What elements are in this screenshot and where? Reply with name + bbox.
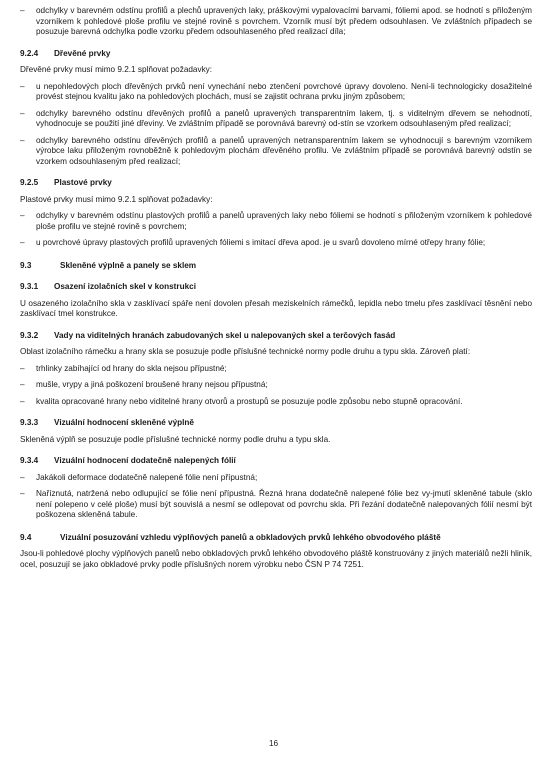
- section-number: 9.2.4: [20, 48, 39, 58]
- section-number: 9.3.3: [20, 418, 39, 427]
- section-title: Vady na viditelných hranách zabudovaných skel u nalepovaných skel a terčových fasád: [54, 330, 396, 340]
- section-lead: Oblast izolačního rámečku a hrany skla se posuzuje podle příslušné technické normy podle druhu a typu skla. Zároveň platí:: [20, 347, 471, 356]
- bullet-dash: –: [20, 380, 25, 389]
- list-item-text: Jakákoli deformace dodatečně nalepené fólie není přípustná;: [36, 472, 258, 482]
- section-heading-9-3-3: [20, 418, 532, 429]
- list-item: [20, 489, 532, 521]
- page-number: 16: [268, 739, 279, 748]
- list-item-text: odchylky barevného odstínu dřevěných profilů a panelů upravených transparentním lakem, tj. s viditelným dřevem se nehodnotí, vyhodnocuje se použití jiné dřeviny. Ve zvláštním případě se porovnává barevný od-stín se vzorkem odsouhlaseným před realizací;: [36, 108, 532, 128]
- section-title: Skleněné výplně a panely se sklem: [60, 260, 197, 270]
- list-item-text: Naříznutá, natržená nebo odlupující se fólie není přípustná. Řezná hrana dodatečně nalepené fólie bez vy-jmutí skleněné tabule (sklo není polepeno v celé ploše) musí být souvislá a nesmí se odlepovat od povrchu skla. Při řezání dodatečně nalepovaných fólií nesmí být poškozena skleněná tabule.: [36, 489, 532, 519]
- section-title: Osazení izolačních skel v konstrukci: [54, 282, 196, 291]
- list-item: [20, 397, 532, 408]
- bullet-dash: –: [20, 472, 25, 482]
- list-item: [20, 109, 532, 130]
- section-heading-9-3-1: [20, 282, 532, 293]
- section-heading-9-3-2: [20, 331, 532, 342]
- section-title: Vizuální hodnocení skleněné výplně: [54, 418, 194, 427]
- section-text: Skleněná výplň se posuzuje podle příslušné technické normy podle druhu a typu skla.: [20, 434, 331, 444]
- list-item: [20, 136, 532, 168]
- section-heading-9-3: [20, 261, 532, 272]
- bullet-dash: –: [20, 135, 25, 145]
- bullet-dash: –: [20, 81, 25, 91]
- list-item: [20, 473, 532, 484]
- page-content: [20, 6, 532, 576]
- section-lead: Plastové prvky musí mimo 9.2.1 splňovat požadavky:: [20, 194, 213, 204]
- list-item: [20, 82, 532, 103]
- section-title: Plastové prvky: [54, 178, 112, 187]
- bullet-dash: –: [20, 6, 25, 15]
- section-number: 9.3.2: [20, 330, 39, 340]
- bullet-dash: –: [20, 108, 25, 118]
- section-lead: Dřevěné prvky musí mimo 9.2.1 splňovat požadavky:: [20, 65, 213, 74]
- section-text: Jsou-li pohledové plochy výplňových panelů nebo obkladových prvků lehkého obvodového pláště konstruovány z jiných materiálů nežli hliník, ocel, posuzují se jako obkladové prvky podle příslušných norem výrobku nebo ČSN P 74 7251.: [20, 549, 532, 569]
- bullet-dash: –: [20, 211, 25, 220]
- list-item-text: odchylky v barevném odstínu plastových profilů a panelů upravených laky nebo fóliemi se hodnotí s přiloženým vzorníkem k pohledové ploše profilu ve stejné rovině s povrchem;: [36, 211, 532, 231]
- section-title: Dřevěné prvky: [54, 48, 111, 58]
- section-title: Vizuální hodnocení dodatečně nalepených fólií: [54, 456, 236, 465]
- list-item-text: kvalita opracované hrany nebo viditelné hrany otvorů a prostupů se posuzuje podle způsobu nebo stupně opracování.: [36, 396, 463, 406]
- list-item: [20, 380, 532, 391]
- list-item-text: trhlinky zabíhající od hrany do skla nejsou přípustné;: [36, 363, 227, 373]
- section-number: 9.4: [20, 532, 32, 542]
- list-item: [20, 364, 532, 375]
- list-item-text: odchylky v barevném odstínu profilů a plechů upravených laky, práškovými vypalovacími barvami, fóliemi apod. se hodnotí s přiloženým vzorníkem k pohledové ploše profilu ve stejné rovině s povrchem. Vzorník musí být předem odsouhlasen. Ve zvláštních případech se posuzuje barevná odchylka podle vzorku předem odsouhlaseného před realizací díla;: [36, 6, 532, 36]
- section-number: 9.3.1: [20, 282, 39, 291]
- section-number: 9.3.4: [20, 456, 39, 465]
- section-heading-9-2-4: [20, 49, 532, 60]
- bullet-dash: –: [20, 238, 25, 247]
- list-item: [20, 6, 532, 38]
- section-number: 9.2.5: [20, 178, 39, 187]
- section-heading-9-3-4: [20, 456, 532, 467]
- list-item: [20, 238, 532, 249]
- list-item: [20, 211, 532, 232]
- section-heading-9-2-5: [20, 178, 532, 189]
- bullet-dash: –: [20, 489, 25, 498]
- section-text: U osazeného izolačního skla v zasklívací spáře není dovolen přesah meziskelních rámečků, lepidla nebo tmelu přes zasklívací těsnění nebo zasklívací tmel konstrukce.: [20, 298, 532, 318]
- bullet-dash: –: [20, 363, 25, 373]
- list-item-text: u povrchové úpravy plastových profilů upravených fóliemi s imitací dřeva apod. je u svarů dovoleno mírné otřepy hrany fólie;: [36, 238, 486, 247]
- section-heading-9-4: [20, 533, 532, 544]
- list-item-text: odchylky barevného odstínu dřevěných profilů a panelů upravených netransparentním lakem se vyhodnocují s barevným vzorníkem výrobce laku přiloženým rovnoběžně k pohledovým plochám dřevěného profilu. Ve zvláštním případě se porovnává barevný odstín se vzorkem odsouhlaseným před realizací;: [36, 135, 532, 166]
- section-number: 9.3: [20, 260, 32, 270]
- list-item-text: u nepohledových ploch dřevěných prvků není vynechání nebo ztenčení povrchové úpravy dovoleno. Není-li technologicky dosažitelné provést stejnou kvalitu jako na pohledových plochách, musí se zajistit ochrana prvku jiným způsobem;: [36, 81, 532, 101]
- bullet-dash: –: [20, 396, 25, 406]
- section-title: Vizuální posuzování vzhledu výplňových panelů a obkladových prvků lehkého obvodového pláště: [60, 532, 441, 542]
- list-item-text: mušle, vrypy a jiná poškození broušené hrany nejsou přípustná;: [36, 380, 268, 389]
